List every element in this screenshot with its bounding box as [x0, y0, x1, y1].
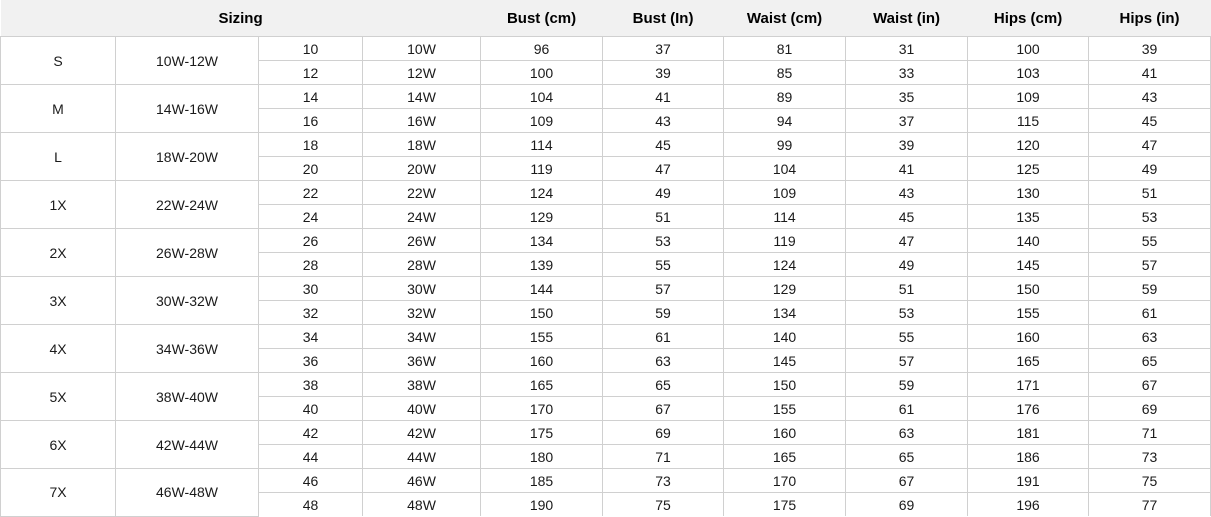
measurement-cell: 65: [846, 445, 968, 469]
measurement-cell: 43: [603, 109, 724, 133]
measurement-cell: 43: [846, 181, 968, 205]
size-w-cell: 30W: [363, 277, 481, 301]
size-w-cell: 14W: [363, 85, 481, 109]
size-w-cell: 24W: [363, 205, 481, 229]
table-row: [1, 373, 1211, 397]
measurement-cell: 165: [968, 349, 1089, 373]
size-number-cell: 22: [259, 181, 363, 205]
measurement-cell: 43: [1089, 85, 1211, 109]
header-bust-in: Bust (In): [603, 0, 724, 37]
size-group-cell: 4X: [1, 325, 116, 373]
measurement-cell: 53: [603, 229, 724, 253]
measurement-cell: 61: [846, 397, 968, 421]
measurement-cell: 55: [1089, 229, 1211, 253]
measurement-cell: 47: [603, 157, 724, 181]
size-w-cell: 40W: [363, 397, 481, 421]
measurement-cell: 47: [1089, 133, 1211, 157]
measurement-cell: 96: [481, 37, 603, 61]
measurement-cell: 176: [968, 397, 1089, 421]
size-group-cell: 3X: [1, 277, 116, 325]
measurement-cell: 94: [724, 109, 846, 133]
measurement-cell: 125: [968, 157, 1089, 181]
measurement-cell: 144: [481, 277, 603, 301]
size-number-cell: 14: [259, 85, 363, 109]
measurement-cell: 73: [1089, 445, 1211, 469]
table-row: [1, 37, 1211, 61]
measurement-cell: 39: [603, 61, 724, 85]
size-w-cell: 20W: [363, 157, 481, 181]
table-row: [1, 469, 1211, 493]
measurement-cell: 69: [603, 421, 724, 445]
size-range-cell: 42W-44W: [116, 421, 259, 469]
size-w-cell: 10W: [363, 37, 481, 61]
measurement-cell: 73: [603, 469, 724, 493]
size-w-cell: 22W: [363, 181, 481, 205]
size-number-cell: 42: [259, 421, 363, 445]
measurement-cell: 171: [968, 373, 1089, 397]
size-number-cell: 46: [259, 469, 363, 493]
measurement-cell: 59: [846, 373, 968, 397]
size-range-cell: 14W-16W: [116, 85, 259, 133]
size-number-cell: 48: [259, 493, 363, 517]
measurement-cell: 61: [603, 325, 724, 349]
size-w-cell: 32W: [363, 301, 481, 325]
measurement-cell: 41: [603, 85, 724, 109]
measurement-cell: 104: [724, 157, 846, 181]
measurement-cell: 37: [846, 109, 968, 133]
measurement-cell: 129: [724, 277, 846, 301]
measurement-cell: 67: [603, 397, 724, 421]
size-number-cell: 26: [259, 229, 363, 253]
measurement-cell: 55: [846, 325, 968, 349]
table-row: [1, 229, 1211, 253]
size-w-cell: 48W: [363, 493, 481, 517]
measurement-cell: 124: [481, 181, 603, 205]
header-row: [1, 0, 1211, 37]
measurement-cell: 100: [968, 37, 1089, 61]
size-number-cell: 20: [259, 157, 363, 181]
size-number-cell: 40: [259, 397, 363, 421]
measurement-cell: 103: [968, 61, 1089, 85]
measurement-cell: 104: [481, 85, 603, 109]
measurement-cell: 160: [481, 349, 603, 373]
header-hips-in: Hips (in): [1089, 0, 1211, 37]
measurement-cell: 67: [846, 469, 968, 493]
measurement-cell: 59: [603, 301, 724, 325]
measurement-cell: 89: [724, 85, 846, 109]
measurement-cell: 65: [603, 373, 724, 397]
measurement-cell: 81: [724, 37, 846, 61]
table-row: [1, 181, 1211, 205]
measurement-cell: 71: [1089, 421, 1211, 445]
measurement-cell: 69: [1089, 397, 1211, 421]
measurement-cell: 114: [481, 133, 603, 157]
measurement-cell: 155: [481, 325, 603, 349]
measurement-cell: 45: [846, 205, 968, 229]
measurement-cell: 85: [724, 61, 846, 85]
measurement-cell: 47: [846, 229, 968, 253]
measurement-cell: 59: [1089, 277, 1211, 301]
measurement-cell: 124: [724, 253, 846, 277]
size-w-cell: 38W: [363, 373, 481, 397]
measurement-cell: 35: [846, 85, 968, 109]
size-number-cell: 30: [259, 277, 363, 301]
size-w-cell: 46W: [363, 469, 481, 493]
measurement-cell: 109: [481, 109, 603, 133]
size-w-cell: 16W: [363, 109, 481, 133]
measurement-cell: 120: [968, 133, 1089, 157]
measurement-cell: 41: [846, 157, 968, 181]
measurement-cell: 155: [968, 301, 1089, 325]
measurement-cell: 55: [603, 253, 724, 277]
size-w-cell: 44W: [363, 445, 481, 469]
measurement-cell: 175: [724, 493, 846, 517]
measurement-cell: 75: [1089, 469, 1211, 493]
measurement-cell: 140: [724, 325, 846, 349]
measurement-cell: 53: [846, 301, 968, 325]
measurement-cell: 51: [1089, 181, 1211, 205]
size-group-cell: 7X: [1, 469, 116, 517]
measurement-cell: 190: [481, 493, 603, 517]
measurement-cell: 61: [1089, 301, 1211, 325]
measurement-cell: 99: [724, 133, 846, 157]
size-number-cell: 32: [259, 301, 363, 325]
size-w-cell: 26W: [363, 229, 481, 253]
measurement-cell: 109: [724, 181, 846, 205]
size-number-cell: 24: [259, 205, 363, 229]
measurement-cell: 186: [968, 445, 1089, 469]
measurement-cell: 145: [968, 253, 1089, 277]
measurement-cell: 196: [968, 493, 1089, 517]
measurement-cell: 39: [1089, 37, 1211, 61]
size-range-cell: 18W-20W: [116, 133, 259, 181]
measurement-cell: 49: [1089, 157, 1211, 181]
size-range-cell: 46W-48W: [116, 469, 259, 517]
size-w-cell: 18W: [363, 133, 481, 157]
measurement-cell: 67: [1089, 373, 1211, 397]
measurement-cell: 65: [1089, 349, 1211, 373]
measurement-cell: 53: [1089, 205, 1211, 229]
size-number-cell: 18: [259, 133, 363, 157]
measurement-cell: 49: [603, 181, 724, 205]
header-waist-cm: Waist (cm): [724, 0, 846, 37]
size-w-cell: 28W: [363, 253, 481, 277]
measurement-cell: 185: [481, 469, 603, 493]
table-row: [1, 421, 1211, 445]
measurement-cell: 51: [603, 205, 724, 229]
measurement-cell: 115: [968, 109, 1089, 133]
size-group-cell: 2X: [1, 229, 116, 277]
measurement-cell: 191: [968, 469, 1089, 493]
measurement-cell: 100: [481, 61, 603, 85]
measurement-cell: 170: [481, 397, 603, 421]
size-range-cell: 30W-32W: [116, 277, 259, 325]
measurement-cell: 139: [481, 253, 603, 277]
measurement-cell: 140: [968, 229, 1089, 253]
measurement-cell: 37: [603, 37, 724, 61]
measurement-cell: 150: [481, 301, 603, 325]
measurement-cell: 69: [846, 493, 968, 517]
size-range-cell: 34W-36W: [116, 325, 259, 373]
size-w-cell: 42W: [363, 421, 481, 445]
measurement-cell: 129: [481, 205, 603, 229]
measurement-cell: 114: [724, 205, 846, 229]
size-group-cell: M: [1, 85, 116, 133]
size-range-cell: 10W-12W: [116, 37, 259, 85]
measurement-cell: 180: [481, 445, 603, 469]
table-row: [1, 85, 1211, 109]
measurement-cell: 75: [603, 493, 724, 517]
size-number-cell: 10: [259, 37, 363, 61]
size-table-body: [1, 37, 1211, 517]
header-bust-cm: Bust (cm): [481, 0, 603, 37]
measurement-cell: 63: [1089, 325, 1211, 349]
measurement-cell: 63: [603, 349, 724, 373]
measurement-cell: 39: [846, 133, 968, 157]
measurement-cell: 109: [968, 85, 1089, 109]
measurement-cell: 165: [724, 445, 846, 469]
table-row: [1, 133, 1211, 157]
measurement-cell: 165: [481, 373, 603, 397]
measurement-cell: 160: [968, 325, 1089, 349]
size-group-cell: 6X: [1, 421, 116, 469]
size-number-cell: 44: [259, 445, 363, 469]
table-row: [1, 325, 1211, 349]
size-number-cell: 34: [259, 325, 363, 349]
measurement-cell: 145: [724, 349, 846, 373]
header-hips-cm: Hips (cm): [968, 0, 1089, 37]
measurement-cell: 119: [481, 157, 603, 181]
header-sizing: Sizing: [1, 0, 481, 37]
measurement-cell: 51: [846, 277, 968, 301]
measurement-cell: 134: [481, 229, 603, 253]
measurement-cell: 63: [846, 421, 968, 445]
size-number-cell: 16: [259, 109, 363, 133]
measurement-cell: 33: [846, 61, 968, 85]
measurement-cell: 135: [968, 205, 1089, 229]
measurement-cell: 134: [724, 301, 846, 325]
size-w-cell: 34W: [363, 325, 481, 349]
size-number-cell: 28: [259, 253, 363, 277]
size-number-cell: 38: [259, 373, 363, 397]
measurement-cell: 119: [724, 229, 846, 253]
size-number-cell: 36: [259, 349, 363, 373]
measurement-cell: 57: [846, 349, 968, 373]
measurement-cell: 130: [968, 181, 1089, 205]
measurement-cell: 160: [724, 421, 846, 445]
measurement-cell: 77: [1089, 493, 1211, 517]
size-w-cell: 36W: [363, 349, 481, 373]
measurement-cell: 57: [603, 277, 724, 301]
measurement-cell: 49: [846, 253, 968, 277]
size-range-cell: 38W-40W: [116, 373, 259, 421]
measurement-cell: 175: [481, 421, 603, 445]
measurement-cell: 170: [724, 469, 846, 493]
measurement-cell: 155: [724, 397, 846, 421]
size-group-cell: 1X: [1, 181, 116, 229]
size-range-cell: 26W-28W: [116, 229, 259, 277]
measurement-cell: 41: [1089, 61, 1211, 85]
size-w-cell: 12W: [363, 61, 481, 85]
measurement-cell: 45: [603, 133, 724, 157]
size-number-cell: 12: [259, 61, 363, 85]
table-header: [1, 0, 1211, 37]
size-group-cell: S: [1, 37, 116, 85]
measurement-cell: 150: [724, 373, 846, 397]
size-range-cell: 22W-24W: [116, 181, 259, 229]
size-group-cell: L: [1, 133, 116, 181]
measurement-cell: 150: [968, 277, 1089, 301]
table-row: [1, 277, 1211, 301]
measurement-cell: 45: [1089, 109, 1211, 133]
measurement-cell: 31: [846, 37, 968, 61]
header-waist-in: Waist (in): [846, 0, 968, 37]
measurement-cell: 57: [1089, 253, 1211, 277]
size-group-cell: 5X: [1, 373, 116, 421]
measurement-cell: 181: [968, 421, 1089, 445]
measurement-cell: 71: [603, 445, 724, 469]
